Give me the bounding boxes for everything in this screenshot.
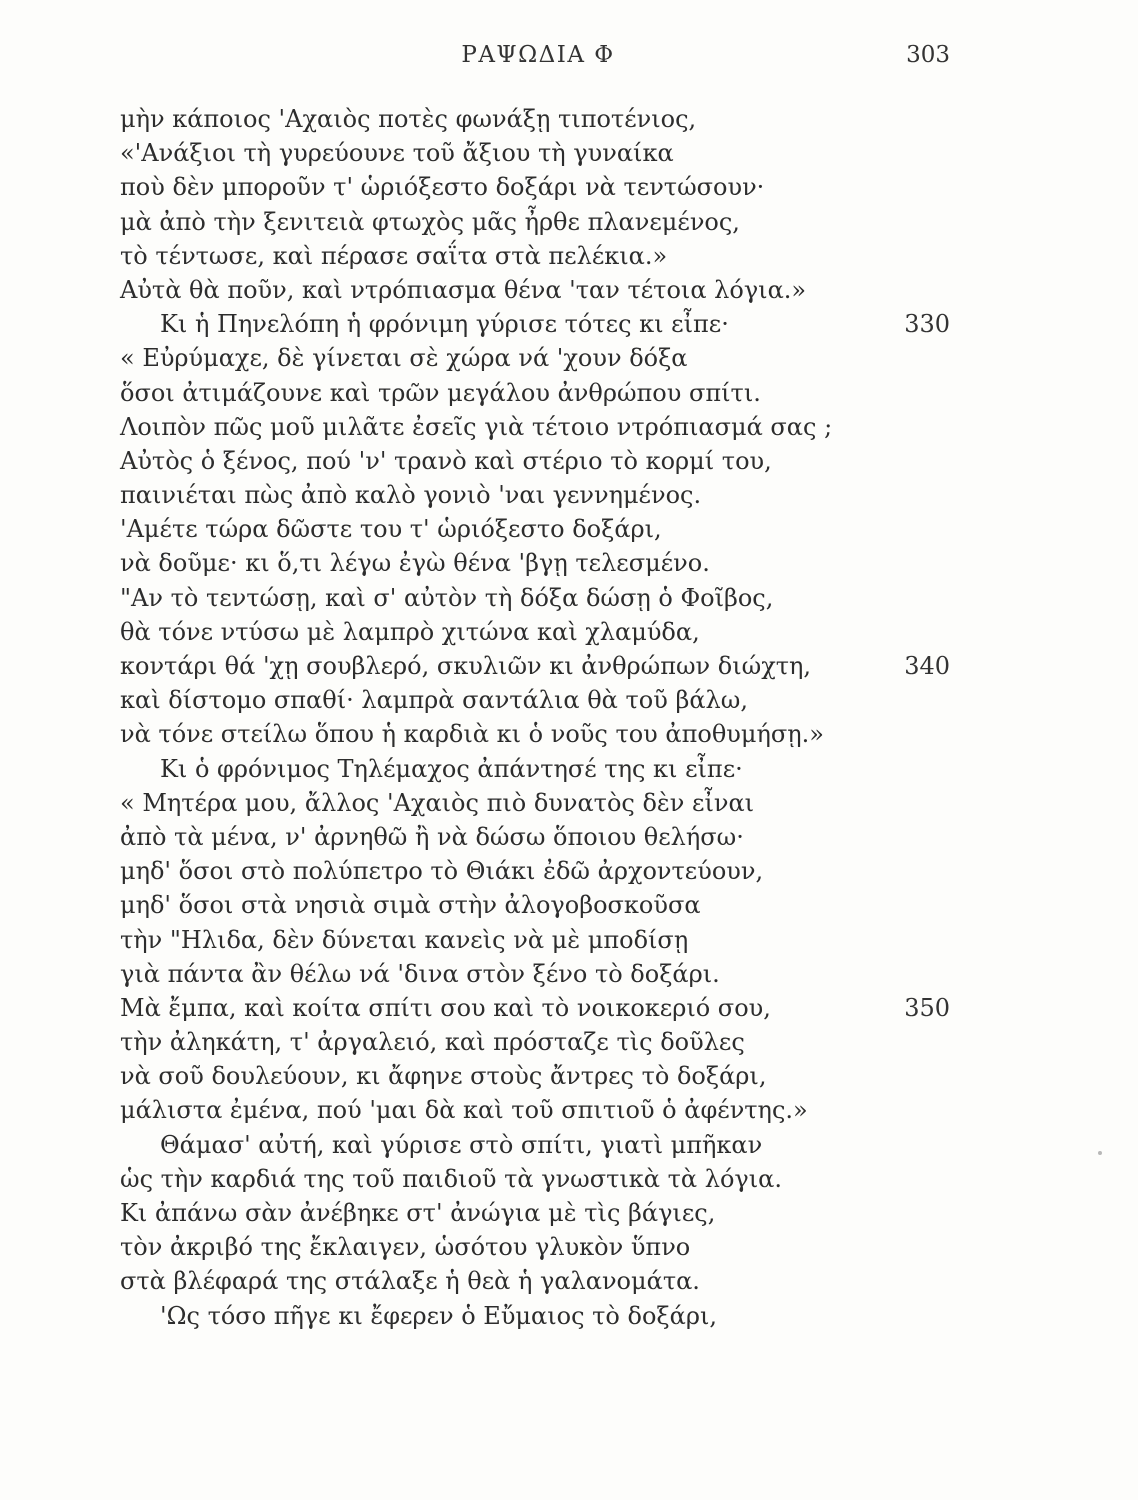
verse-text: 'Ως τόσο πῆγε κι ἔφερεν ὁ Εὔμαιος τὸ δοξάρι, bbox=[160, 1301, 717, 1330]
verse-line bbox=[0, 683, 1138, 717]
verse-text: νὰ σοῦ δουλεύουν, κι ἄφηνε στοὺς ἄντρες τὸ δοξάρι, bbox=[120, 1062, 767, 1091]
verse-text: Κι ὁ φρόνιμος Τηλέμαχος ἀπάντησέ της κι εἶπε· bbox=[160, 754, 743, 783]
verse-line bbox=[0, 546, 1138, 580]
paper-speck bbox=[1098, 1151, 1102, 1155]
verse-line bbox=[0, 1093, 1138, 1127]
page-number: 303 bbox=[906, 42, 950, 68]
verse-line bbox=[0, 786, 1138, 820]
verse-line bbox=[0, 615, 1138, 649]
verse-line bbox=[0, 820, 1138, 854]
verse-text: τὸ τέντωσε, καὶ πέρασε σαΐτα στὰ πελέκια.» bbox=[120, 241, 668, 270]
verse-text: ὅσοι ἀτιμάζουνε καὶ τρῶν μεγάλου ἀνθρώπου σπίτι. bbox=[120, 378, 761, 407]
verse-text: νὰ δοῦμε· κι ὅ,τι λέγω ἐγὼ θένα 'βγῃ τελεσμένο. bbox=[120, 549, 710, 578]
verse-text: Αὐτὰ θὰ ποῦν, καὶ ντρόπιασμα θένα 'ταν τέτοια λόγια.» bbox=[120, 275, 807, 304]
verse-line bbox=[0, 888, 1138, 922]
verse-text: "Αν τὸ τεντώσῃ, καὶ σ' αὐτὸν τὴ δόξα δώσῃ ὁ Φοῖβος, bbox=[120, 583, 774, 612]
verse-text: μηδ' ὅσοι στὰ νησιὰ σιμὰ στὴν ἀλογοβοσκοῦσα bbox=[120, 891, 701, 920]
verse-text: μηδ' ὅσοι στὸ πολύπετρο τὸ Θιάκι ἐδῶ ἀρχοντεύουν, bbox=[120, 857, 764, 886]
verse-line bbox=[0, 307, 1138, 341]
verse-line bbox=[0, 1025, 1138, 1059]
verse-line bbox=[0, 1128, 1138, 1162]
verse-text: μὴν κάποιος 'Αχαιὸς ποτὲς φωνάξῃ τιποτένιος, bbox=[120, 105, 697, 133]
verse-line bbox=[0, 957, 1138, 991]
verse-text: Κι ἀπάνω σὰν ἀνέβηκε στ' ἀνώγια μὲ τὶς βάγιες, bbox=[120, 1199, 716, 1227]
verse-text: «'Ανάξιοι τὴ γυρεύουνε τοῦ ἄξιου τὴ γυναίκα bbox=[120, 139, 674, 168]
verse-text: γιὰ πάντα ἂν θέλω νά 'δινα στὸν ξένο τὸ δοξάρι. bbox=[120, 959, 720, 988]
verse-line bbox=[0, 444, 1138, 478]
verse-text: 'Αμέτε τώρα δῶστε του τ' ὡριόξεστο δοξάρι, bbox=[120, 515, 662, 544]
verse-line bbox=[0, 512, 1138, 546]
verse-text: νὰ τόνε στείλω ὅπου ἡ καρδιὰ κι ὁ νοῦς του ἀποθυμήσῃ.» bbox=[120, 720, 824, 749]
verse-text: Μὰ ἔμπα, καὶ κοίτα σπίτι σου καὶ τὸ νοικοκεριό σου, bbox=[120, 993, 771, 1022]
line-number: 340 bbox=[904, 652, 950, 680]
verse-line bbox=[0, 376, 1138, 410]
line-number: 330 bbox=[904, 310, 950, 339]
verse-line bbox=[0, 752, 1138, 786]
verse-line bbox=[0, 854, 1138, 888]
verse-line bbox=[0, 273, 1138, 307]
verse-line bbox=[0, 1059, 1138, 1093]
running-title: ΡΑΨΩΔΙΑ Φ bbox=[461, 42, 615, 68]
verse-text: θὰ τόνε ντύσω μὲ λαμπρὸ χιτώνα καὶ χλαμύδα, bbox=[120, 617, 700, 646]
verse-text: μάλιστα ἐμένα, πού 'μαι δὰ καὶ τοῦ σπιτιοῦ ὁ ἀφέντης.» bbox=[120, 1096, 808, 1125]
verse-block bbox=[0, 102, 1138, 1333]
verse-text: ὡς τὴν καρδιά της τοῦ παιδιοῦ τὰ γνωστικὰ τὰ λόγια. bbox=[120, 1164, 783, 1193]
running-head bbox=[0, 40, 1138, 76]
verse-line bbox=[0, 341, 1138, 375]
verse-line bbox=[0, 478, 1138, 512]
verse-text: παινιέται πὼς ἀπὸ καλὸ γονιὸ 'ναι γεννημένος. bbox=[120, 481, 702, 510]
verse-line bbox=[0, 1162, 1138, 1196]
verse-text: καὶ δίστομο σπαθί· λαμπρὰ σαντάλια θὰ τοῦ βάλω, bbox=[120, 686, 748, 715]
verse-text: μὰ ἀπὸ τὴν ξενιτειὰ φτωχὸς μᾶς ἦρθε πλανεμένος, bbox=[120, 207, 740, 236]
verse-text: στὰ βλέφαρά της στάλαξε ἡ θεὰ ἡ γαλανομάτα. bbox=[120, 1267, 700, 1296]
verse-line bbox=[0, 1264, 1138, 1298]
verse-line bbox=[0, 410, 1138, 444]
verse-line bbox=[0, 1196, 1138, 1230]
verse-text: ἀπὸ τὰ μένα, ν' ἀρνηθῶ ἢ νὰ δώσω ὅποιου θελήσω· bbox=[120, 822, 744, 851]
verse-text: Λοιπὸν πῶς μοῦ μιλᾶτε ἐσεῖς γιὰ τέτοιο ντρόπιασμά σας ; bbox=[120, 412, 833, 441]
verse-text: τὴν "Ηλιδα, δὲν δύνεται κανεὶς νὰ μὲ μποδίσῃ bbox=[120, 925, 689, 954]
verse-text: τὴν ἀληκάτη, τ' ἀργαλειό, καὶ πρόσταζε τὶς δοῦλες bbox=[120, 1028, 745, 1057]
verse-line bbox=[0, 581, 1138, 615]
verse-line bbox=[0, 649, 1138, 683]
verse-line bbox=[0, 205, 1138, 239]
verse-line bbox=[0, 923, 1138, 957]
verse-text: κοντάρι θά 'χῃ σουβλερό, σκυλιῶν κι ἀνθρώπων διώχτη, bbox=[120, 652, 812, 680]
verse-text: « Εὐρύμαχε, δὲ γίνεται σὲ χώρα νά 'χουν δόξα bbox=[120, 344, 688, 373]
verse-text: Θάμασ' αὐτή, καὶ γύρισε στὸ σπίτι, γιατὶ μπῆκαν bbox=[160, 1130, 763, 1159]
verse-text: τὸν ἀκριβό της ἔκλαιγεν, ὡσότου γλυκὸν ὕπνο bbox=[120, 1233, 691, 1262]
verse-line bbox=[0, 170, 1138, 204]
verse-text: ποὺ δὲν μποροῦν τ' ὡριόξεστο δοξάρι νὰ τεντώσουν· bbox=[120, 173, 765, 202]
verse-line bbox=[0, 1230, 1138, 1264]
verse-text: Κι ἡ Πηνελόπη ἡ φρόνιμη γύρισε τότες κι εἶπε· bbox=[160, 310, 729, 339]
verse-line bbox=[0, 136, 1138, 170]
line-number: 350 bbox=[904, 993, 950, 1022]
verse-line bbox=[0, 239, 1138, 273]
verse-text: « Μητέρα μου, ἄλλος 'Αχαιὸς πιὸ δυνατὸς δὲν εἶναι bbox=[120, 788, 755, 817]
verse-line bbox=[0, 1299, 1138, 1333]
verse-line bbox=[0, 717, 1138, 751]
verse-line bbox=[0, 102, 1138, 136]
verse-text: Αὐτὸς ὁ ξένος, πού 'ν' τρανὸ καὶ στέριο τὸ κορμί του, bbox=[120, 446, 772, 475]
verse-line bbox=[0, 991, 1138, 1025]
